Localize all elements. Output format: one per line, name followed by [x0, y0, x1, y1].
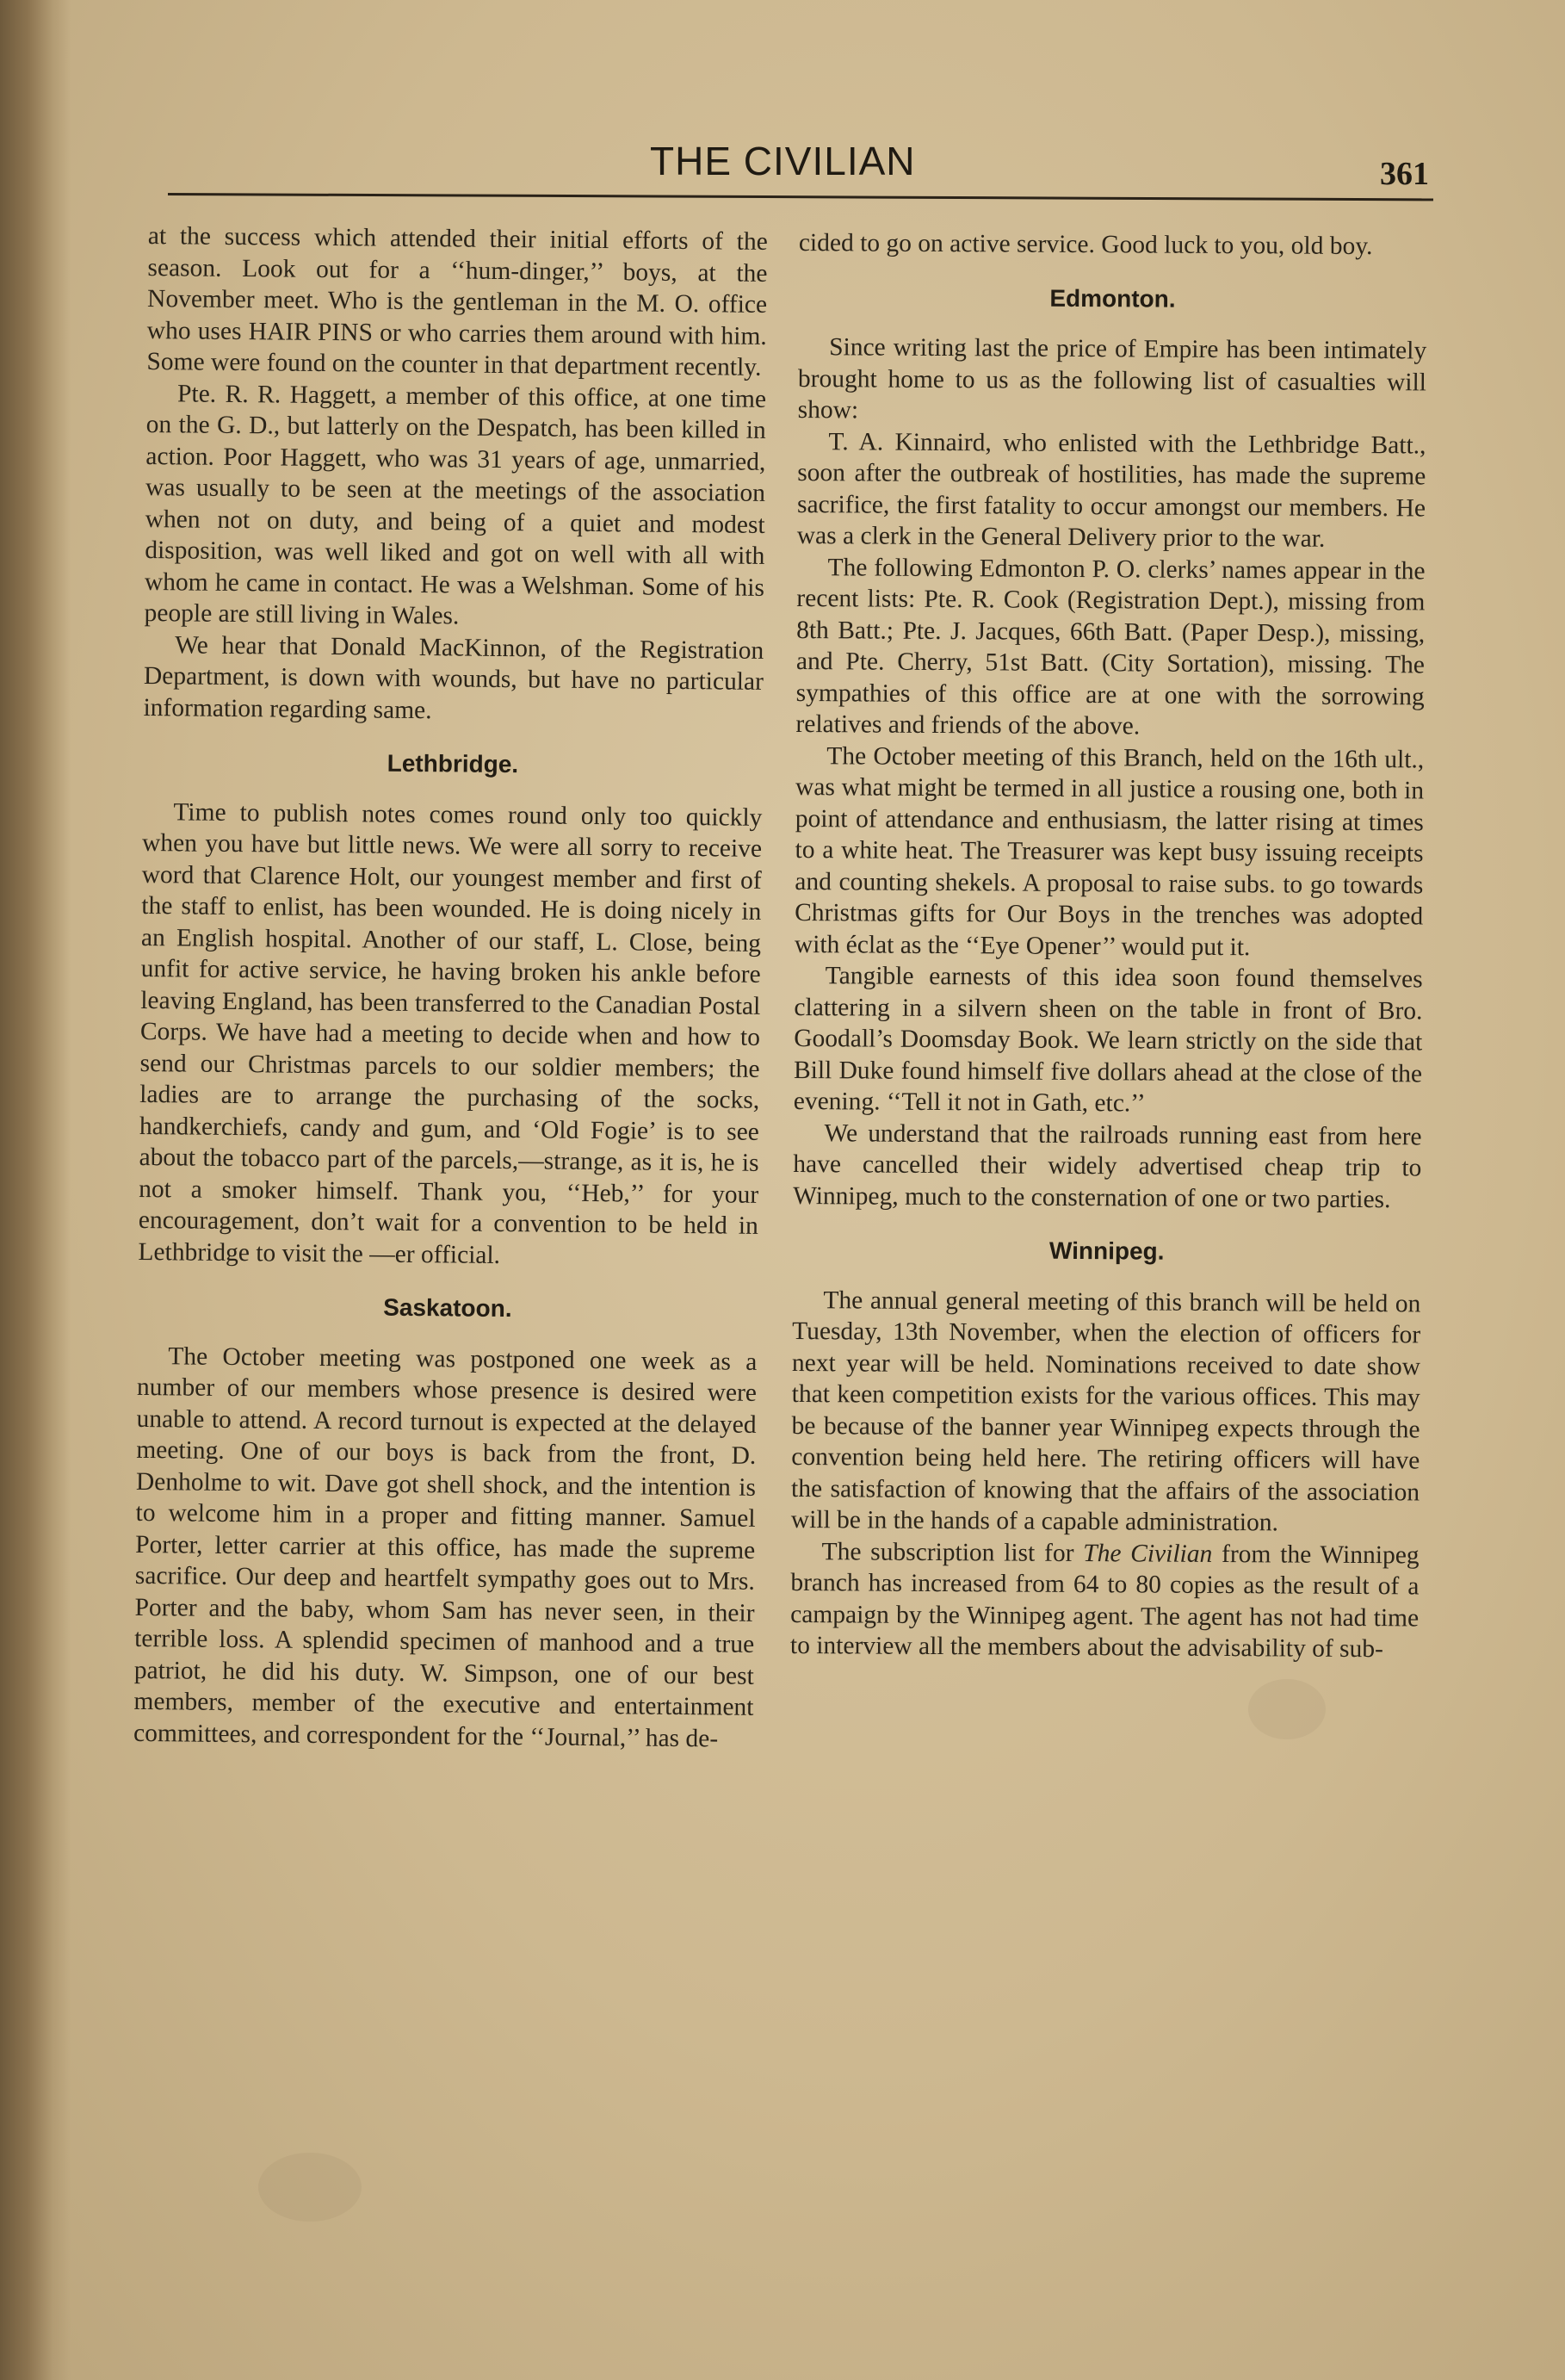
- publication-title: THE CIVILIAN: [650, 139, 916, 183]
- page-header: [164, 138, 1438, 198]
- paragraph: T. A. Kinnaird, who enlisted with the Lethbridge Batt., soon after the outbreak of hostilities, has made the supreme sacrifice, the first fatality to occur amongst our members. He was a clerk in the General Delivery prior to the war.: [796, 427, 1426, 553]
- paragraph: The October meeting of this Branch, held on the 16th ult., was what might be termed in all justice a rousing one, both in point of attendance and enthusiasm, the latter rising at times to a white heat. The Treasurer was kept busy issuing receipts and counting shekels. A proposal to raise subs. to go towards Christmas gifts for Our Boys in the trenches was adopted with éclat as the ‘‘Eye Opener’’ would put it.: [794, 741, 1425, 961]
- paragraph: Time to publish notes comes round only too quickly when you have but little news. We were all sorry to receive word that Clarence Holt, our youngest member and first of the staff to enlist, has been wounded. He is doing nicely in an English hospital. Another of our staff, L. Close, being unfit for active service, he having broken his ankle before leaving England, has been transferred to the Canadian Postal Corps. We have had a meeting to decide when and how to send our Christmas parcels to our soldier members; the ladies are to arrange the purchasing of the socks, handkerchiefs, candy and gum, and ‘Old Fogie’ is to see about the tobacco part of the parcels,—strange, as it is, he is not a smoker himself. Thank you, ‘‘Heb,’’ for your encouragement, don’t wait for a convention to be held in Lethbridge to visit the —er official.: [138, 797, 763, 1269]
- paragraph: The annual general meeting of this branch will be held on Tuesday, 13th November, when the election of officers for next year will be held. Nominations received to date show that keen competition exists for the various offices. This may be because of the banner year Winnipeg expects through the convention being held here. The retiring officers will have the satisfaction of knowing that the affairs of the association will be in the hands of a capable administration.: [790, 1286, 1421, 1537]
- paragraph: The October meeting was postponed one week as a number of our members whose presence is desired were unable to attend. A record turnout is expected at the delayed meeting. One of our boys is back from the front, D. Denholme to wit. Dave got shell shock, and the intention is to welcome him in a proper and fitting manner. Samuel Porter, letter carrier at this office, has made the supreme sacrifice. Our deep and heartfelt sympathy goes out to Mrs. Porter and the baby, whom Sam has never seen, in their terrible loss. A splendid specimen of manhood and a true patriot, he did his duty. W. Simpson, one of our best members, member of the executive and entertainment committees, and correspondent for the ‘‘Journal,’’ has de-: [133, 1342, 758, 1752]
- section-heading-edmonton: Edmonton.: [1049, 284, 1176, 313]
- page-number: 361: [1380, 156, 1429, 192]
- section-heading-saskatoon: Saskatoon.: [383, 1293, 512, 1323]
- paper-stain: [258, 2153, 362, 2222]
- text-run: from the Winnipeg branch has increased from 64 to 80 copies as the result of a campaign by the Winnipeg agent. The agent has not had time to interview all the members about the advisability of sub-: [789, 1540, 1420, 1664]
- paragraph: Since writing last the price of Empire has been intimately brought home to us as the following list of casualties will show:: [797, 333, 1427, 425]
- paragraph: cided to go on active service. Good luck to you, old boy.: [798, 228, 1373, 261]
- paragraph: We hear that Donald MacKinnon, of the Registration Department, is down with wounds, but have no particular information regarding same.: [143, 630, 764, 724]
- paragraph: at the success which attended their initial efforts of the season. Look out for a ‘‘hum-dinger,’’ boys, at the November meet. Who is the gentleman in the M. O. office who uses HAIR PINS or who carries them around with him. Some were found on the counter in that department recently.: [146, 221, 768, 381]
- section-heading-lethbridge: Lethbridge.: [387, 749, 519, 778]
- paragraph: We understand that the railroads running east from here have cancelled their widely advertised cheap trip to Winnipeg, much to the consternation of one or two parties.: [793, 1119, 1422, 1213]
- right-column: [790, 227, 1427, 1665]
- page-binding-shadow: [0, 0, 71, 2380]
- paper-stain: [1248, 1679, 1326, 1739]
- paragraph: [790, 1535, 1420, 1664]
- publication-name-italic: The Civilian: [1083, 1539, 1213, 1568]
- text-run: The subscription list for: [821, 1537, 1084, 1567]
- paragraph: Pte. R. R. Haggett, a member of this office, at one time on the G. D., but latterly on the Despatch, has been killed in action. Poor Haggett, who was 31 years of age, unmarried, was usually to be seen at the meetings of the association when not on duty, and being of a quiet and modest disposition, was well liked and got on well with all with whom he came in contact. He was a Welshman. Some of his people are still living in Wales.: [144, 379, 767, 630]
- paragraph: Tangible earnests of this idea soon found themselves clattering in a silvern sheen on the table in front of Bro. Goodall’s Doomsday Book. We learn strictly on the side that Bill Duke found himself five dollars ahead at the close of the evening. ‘‘Tell it not in Gath, etc.’’: [793, 962, 1423, 1118]
- paragraph: The following Edmonton P. O. clerks’ names appear in the recent lists: Pte. R. Cook (Registration Dept.), missing from 8th Batt.; Pte. J. Jacques, 66th Batt. (Paper Desp.), missing, and Pte. Cherry, 51st Batt. (City Sortation), missing. The sympathies of this office are at one with the sorrowing relatives and friends of the above.: [795, 553, 1426, 741]
- left-column: [133, 220, 768, 1755]
- section-heading-winnipeg: Winnipeg.: [1048, 1236, 1165, 1265]
